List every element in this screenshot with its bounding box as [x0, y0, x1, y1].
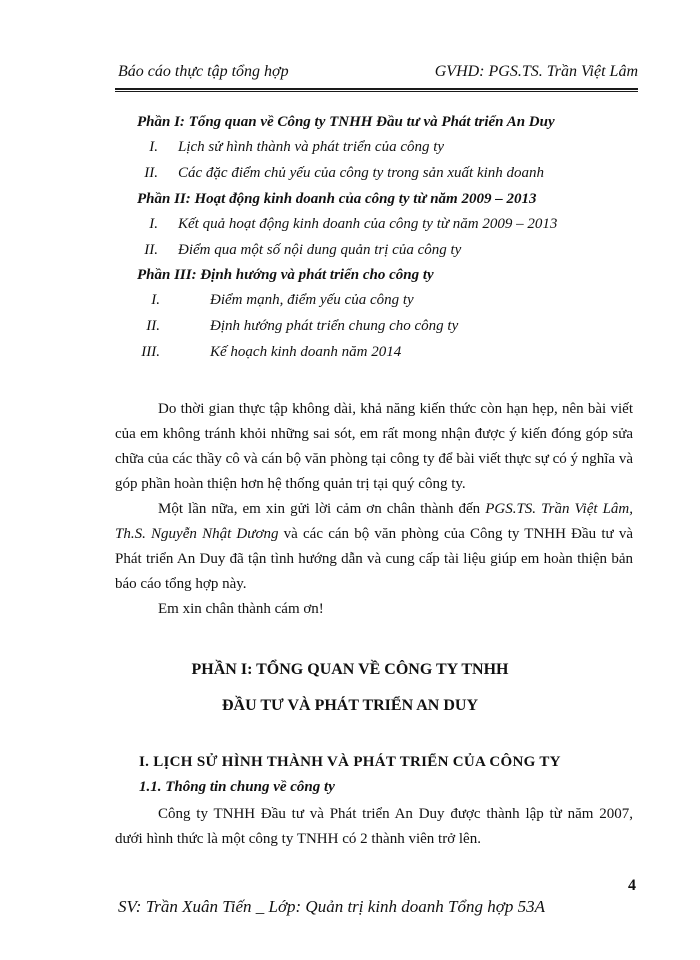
toc-part-3-title: Phần III: Định hướng và phát triển cho công ty	[137, 267, 434, 283]
section-heading: I. LỊCH SỬ HÌNH THÀNH VÀ PHÁT TRIỂN CỦA CÔNG TY	[139, 754, 561, 770]
intro-paragraph-2	[115, 497, 633, 597]
toc-item-num: III.	[141, 344, 160, 360]
footer-text: SV: Trần Xuân Tiến _ Lớp: Quản trị kinh doanh Tổng hợp 53A	[118, 897, 545, 916]
header-right: GVHD: PGS.TS. Trần Việt Lâm	[434, 63, 638, 80]
toc-item-num: I.	[149, 139, 158, 155]
page-number: 4	[628, 877, 636, 894]
header-rule	[115, 88, 638, 90]
toc-item-num: II.	[144, 165, 158, 181]
intro-p2-names: PGS.TS. Trần Việt Lâm, Th.S. Nguyễn Nhật Dương	[115, 501, 633, 542]
intro-block	[115, 397, 633, 622]
intro-paragraph-1: Do thời gian thực tập không dài, khả năng kiến thức còn hạn hẹp, nên bài viết của em không tránh khỏi những sai sót, em rất mong nhận được ý kiến đóng góp sửa chữa của các thầy cô và cán bộ văn phòng tại công ty để bài viết thực sự có ý nghĩa và góp phần hoàn thiện hơn hệ thống quản trị tại quý công ty.	[115, 401, 633, 492]
intro-p2-end: và các cán bộ văn phòng của Công ty TNHH Đầu tư và Phát triển An Duy đã tận tình hướng dẫn và cung cấp tài liệu giúp em hoàn thiện bản báo cáo tổng hợp này.	[115, 526, 633, 592]
intro-paragraph-3: Em xin chân thành cám ơn!	[158, 601, 324, 617]
toc-part-1-title: Phần I: Tổng quan về Công ty TNHH Đầu tư và Phát triển An Duy	[137, 114, 555, 130]
section-body: Công ty TNHH Đầu tư và Phát triển An Duy được thành lập từ năm 2007, dưới hình thức là một công ty TNHH có 2 thành viên trở lên.	[115, 806, 633, 847]
toc-part-2-title: Phần II: Hoạt động kinh doanh của công ty từ năm 2009 – 2013	[137, 191, 537, 207]
toc-item-num: I.	[151, 292, 160, 308]
toc-item-num: II.	[146, 318, 160, 334]
header-left: Báo cáo thực tập tổng hợp	[118, 63, 289, 80]
toc-item-text: Các đặc điểm chủ yếu của công ty trong sản xuất kinh doanh	[178, 165, 545, 181]
toc-item-text: Điểm mạnh, điểm yếu của công ty	[210, 292, 414, 308]
subsection-heading: 1.1. Thông tin chung về công ty	[139, 779, 335, 795]
toc-item-text: Lịch sử hình thành và phát triển của công ty	[178, 139, 445, 155]
part-title-line-2: ĐẦU TƯ VÀ PHÁT TRIỂN AN DUY	[221, 697, 479, 714]
toc-item-text: Điểm qua một số nội dung quản trị của công ty	[178, 242, 462, 258]
toc-item-num: II.	[144, 242, 158, 258]
toc-item-text: Kế hoạch kinh doanh năm 2014	[210, 344, 402, 360]
toc-item-num: I.	[149, 216, 158, 232]
header-rule-thin	[115, 91, 638, 92]
part-title-line-1: PHẦN I: TỔNG QUAN VỀ CÔNG TY TNHH	[191, 661, 509, 678]
toc-item-text: Định hướng phát triển chung cho công ty	[210, 318, 459, 334]
intro-p2-start: Một lần nữa, em xin gửi lời cảm ơn chân thành đến	[158, 501, 486, 517]
section-body-block	[115, 802, 633, 852]
toc-item-text: Kết quả hoạt động kinh doanh của công ty từ năm 2009 – 2013	[178, 216, 558, 232]
